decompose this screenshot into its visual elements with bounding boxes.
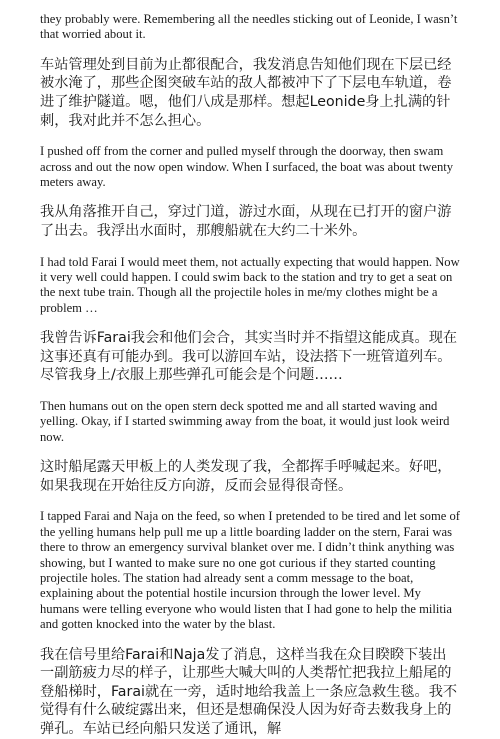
paragraph-en-5: I tapped Farai and Naja on the feed, so when I pretended to be tired and let some of the yelling humans help pull me up a little boarding ladder on the stern, Farai was there to throw an emergency survival blanket over me. I didn’t think anything was showing, but I wanted to make sure no one got curious if they started counting projectile holes. The station had already sent a comm message to the boat, explaining about the potential hostile incursion through the lower level. My humans were telling everyone who would listen that I had gone to help the militia and gotten knocked into the water by the blast. [40,509,460,632]
paragraph-zh-3: 我曾告诉Farai我会和他们会合，其实当时并不指望这能成真。现在这事还真有可能办到。我可以游回车站，设法搭下一班管道列车。尽管我身上/衣服上那些弹孔可能会是个问题…… [40,330,458,384]
paragraph-en-3: I had told Farai I would meet them, not actually expecting that would happen. Now it very well could happen. I could swim back to the station and try to get a seat on the next tube train. Though all the projectile holes in me/my clothes might be a problem … [40,254,460,315]
paragraph-zh-5: 我在信号里给Farai和Naja发了消息，这样当我在众目睽睽下装出一副筋疲力尽的样子，让那些大喊大叫的人类帮忙把我拉上船尾的登船梯时，Farai就在一旁，适时地给我盖上一条应急救生毯。我不觉得有什么破绽露出来，但还是想确保没人因为好奇去数我身上的弹孔。车站已经向船只发送了通讯，解 [40,646,458,738]
paragraph-en-4: Then humans out on the open stern deck spotted me and all started waving and yelling. Okay, if I started swimming away from the boat, it would just look weird now. [40,399,450,444]
paragraph-en-2: I pushed off from the corner and pulled myself through the doorway, then swam across and out the now open window. When I surfaced, the boat was about twenty meters away. [40,144,454,189]
paragraph-zh-1: 车站管理处到目前为止都很配合，我发消息告知他们现在下层已经被水淹了，那些企图突破车站的敌人都被冲下了下层电车轨道，卷进了维护隧道。嗯，他们八成是那样。想起Leonide身上扎满的针刺，我对此并不怎么担心。 [40,56,452,129]
paragraph-en-1: they probably were. Remembering all the needles sticking out of Leonide, I wasn’t that worried about it. [40,12,458,42]
paragraph-zh-2: 我从角落推开自己，穿过门道，游过水面，从现在已打开的窗户游了出去。我浮出水面时，那艘船就在大约二十米外。 [40,204,452,239]
paragraph-zh-4: 这时船尾露天甲板上的人类发现了我，全都挥手呼喊起来。好吧，如果我现在开始往反方向游，反而会显得很奇怪。 [40,459,452,494]
